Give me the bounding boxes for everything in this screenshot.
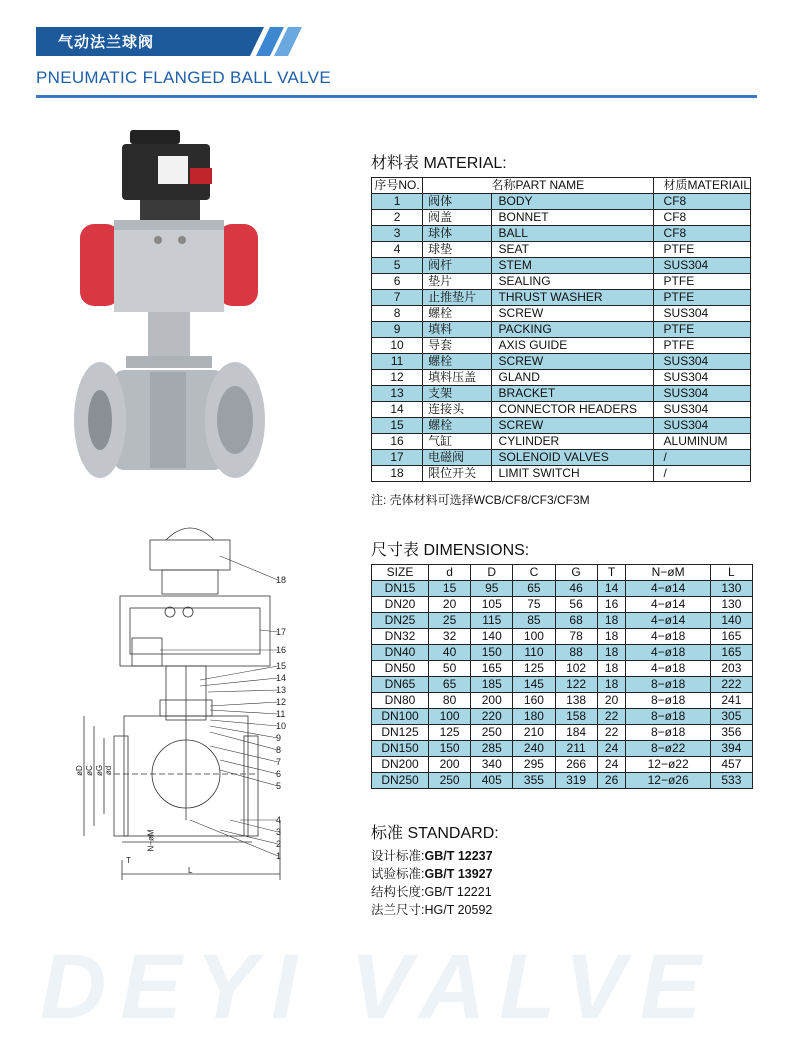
material-cell-cn-name: 支架 [423, 386, 491, 402]
material-cell-material: SUS304 [653, 418, 750, 434]
standard-line [371, 864, 493, 882]
dimensions-cell: 240 [513, 741, 555, 757]
material-cell-en-name: SOLENOID VALVES [491, 450, 653, 466]
dimensions-cell: 250 [471, 725, 513, 741]
material-cell-cn-name: 阀盖 [423, 210, 491, 226]
material-note: 注: 壳体材料可选择WCB/CF8/CF3/CF3M [371, 493, 590, 507]
dimensions-cell: 241 [710, 693, 752, 709]
material-cell-en-name: BALL [491, 226, 653, 242]
material-cell-material: PTFE [653, 242, 750, 258]
dimensions-cell: 405 [471, 773, 513, 789]
material-cell-cn-name: 球垫 [423, 242, 491, 258]
header-divider [36, 95, 757, 98]
dimensions-header-cell: L [710, 565, 752, 581]
dim-label-C: øC [84, 765, 94, 776]
dimensions-cell: 319 [555, 773, 597, 789]
material-cell-cn-name: 气缸 [423, 434, 491, 450]
dimensions-cell: 140 [471, 629, 513, 645]
dimensions-title: 尺寸表 DIMENSIONS: [371, 542, 530, 559]
material-row [372, 306, 751, 322]
material-cell-en-name: LIMIT SWITCH [491, 466, 653, 482]
material-cell-no: 17 [372, 450, 423, 466]
material-table [371, 177, 751, 482]
callout-8: 8 [276, 745, 282, 755]
material-row [372, 434, 751, 450]
dimensions-cell: 285 [471, 741, 513, 757]
material-cell-material: SUS304 [653, 370, 750, 386]
dimensions-cell: 220 [471, 709, 513, 725]
material-cell-en-name: CONNECTOR HEADERS [491, 402, 653, 418]
dimensions-cell: 4−ø18 [626, 661, 710, 677]
dimensions-row [372, 613, 753, 629]
dimensions-cell: 222 [710, 677, 752, 693]
dimensions-cell: 150 [471, 645, 513, 661]
dimensions-cell: 100 [513, 629, 555, 645]
dimensions-cell: 210 [513, 725, 555, 741]
material-row [372, 226, 751, 242]
material-row [372, 290, 751, 306]
dimensions-cell: 12−ø22 [626, 757, 710, 773]
dimensions-cell: 125 [429, 725, 471, 741]
material-row [372, 386, 751, 402]
standard-label: 法兰尺寸: [371, 903, 425, 917]
dimensions-cell: 4−ø14 [626, 597, 710, 613]
dimensions-cell: 180 [513, 709, 555, 725]
dimensions-cell: 125 [513, 661, 555, 677]
dimensions-cell: 20 [429, 597, 471, 613]
dimensions-cell: 211 [555, 741, 597, 757]
dimensions-cell: 18 [597, 661, 626, 677]
standard-value: GB/T 12221 [424, 885, 492, 899]
callout-15: 15 [276, 661, 287, 671]
dimensions-row [372, 693, 753, 709]
callout-13: 13 [276, 685, 287, 695]
dimensions-cell: DN65 [372, 677, 429, 693]
dimensions-cell: DN80 [372, 693, 429, 709]
dimensions-cell: 200 [429, 757, 471, 773]
dimensions-cell: 100 [429, 709, 471, 725]
material-cell-material: SUS304 [653, 386, 750, 402]
dimensions-cell: DN250 [372, 773, 429, 789]
watermark: DEYI VALVE [40, 936, 716, 1038]
material-cell-cn-name: 连接头 [423, 402, 491, 418]
dimensions-cell: 8−ø22 [626, 741, 710, 757]
material-cell-no: 7 [372, 290, 423, 306]
dimensions-cell: DN150 [372, 741, 429, 757]
material-cell-en-name: BONNET [491, 210, 653, 226]
material-cell-material: PTFE [653, 290, 750, 306]
material-cell-en-name: SEALING [491, 274, 653, 290]
standard-label: 结构长度: [371, 885, 425, 899]
material-row [372, 338, 751, 354]
material-row [372, 450, 751, 466]
dimensions-cell: 20 [597, 693, 626, 709]
dimensions-cell: 32 [429, 629, 471, 645]
callout-16: 16 [276, 645, 287, 655]
material-cell-en-name: SCREW [491, 418, 653, 434]
dimensions-cell: 65 [429, 677, 471, 693]
material-cell-en-name: SEAT [491, 242, 653, 258]
dim-label-G: øG [95, 764, 105, 777]
header-en-title: PNEUMATIC FLANGED BALL VALVE [36, 68, 331, 87]
dimensions-row [372, 629, 753, 645]
dimensions-cell: 160 [513, 693, 555, 709]
dimensions-cell: 110 [513, 645, 555, 661]
callout-11: 11 [276, 709, 286, 719]
valve-drawing [70, 520, 300, 890]
dimensions-cell: 65 [513, 581, 555, 597]
material-cell-cn-name: 止推垫片 [423, 290, 491, 306]
dimensions-cell: 145 [513, 677, 555, 693]
valve-photo [70, 120, 270, 500]
dimensions-row [372, 645, 753, 661]
dimensions-cell: 95 [471, 581, 513, 597]
header-cn-title: 气动法兰球阀 [58, 34, 155, 51]
dimensions-header-row [372, 565, 753, 581]
material-row [372, 418, 751, 434]
callout-5: 5 [276, 781, 282, 791]
dimensions-cell: 295 [513, 757, 555, 773]
material-cell-no: 18 [372, 466, 423, 482]
material-cell-no: 13 [372, 386, 423, 402]
dimensions-cell: DN32 [372, 629, 429, 645]
material-cell-no: 1 [372, 194, 423, 210]
standard-line [371, 846, 493, 864]
dimensions-cell: 18 [597, 629, 626, 645]
material-cell-cn-name: 螺栓 [423, 306, 491, 322]
dimensions-cell: 46 [555, 581, 597, 597]
dimensions-cell: 4−ø14 [626, 581, 710, 597]
callout-4: 4 [276, 815, 282, 825]
dimensions-cell: 78 [555, 629, 597, 645]
dimensions-cell: 150 [429, 741, 471, 757]
dim-label-D: øD [74, 765, 84, 776]
dimensions-cell: DN125 [372, 725, 429, 741]
material-cell-material: CF8 [653, 194, 750, 210]
dimensions-cell: DN25 [372, 613, 429, 629]
material-title: 材料表 MATERIAL: [371, 155, 507, 172]
callout-12: 12 [276, 697, 287, 707]
material-cell-material: SUS304 [653, 306, 750, 322]
material-cell-en-name: BRACKET [491, 386, 653, 402]
dimensions-cell: 102 [555, 661, 597, 677]
dimensions-row [372, 677, 753, 693]
dimensions-cell: 184 [555, 725, 597, 741]
material-cell-en-name: GLAND [491, 370, 653, 386]
dimensions-header-cell: SIZE [372, 565, 429, 581]
dimensions-cell: 394 [710, 741, 752, 757]
dimensions-cell: 4−ø18 [626, 645, 710, 661]
material-cell-cn-name: 阀体 [423, 194, 491, 210]
dimensions-cell: DN40 [372, 645, 429, 661]
material-cell-cn-name: 垫片 [423, 274, 491, 290]
dimensions-cell: 165 [471, 661, 513, 677]
material-cell-material: CF8 [653, 210, 750, 226]
callout-14: 14 [276, 673, 287, 683]
callout-6: 6 [276, 769, 282, 779]
material-cell-cn-name: 限位开关 [423, 466, 491, 482]
dim-label-NM: N−øM [146, 829, 156, 852]
dimensions-cell: 88 [555, 645, 597, 661]
dimensions-cell: 165 [710, 629, 752, 645]
material-cell-en-name: THRUST WASHER [491, 290, 653, 306]
material-cell-cn-name: 导套 [423, 338, 491, 354]
dimensions-header-cell: D [471, 565, 513, 581]
material-row [372, 466, 751, 482]
material-cell-en-name: PACKING [491, 322, 653, 338]
dimensions-cell: 14 [597, 581, 626, 597]
dimensions-cell: 56 [555, 597, 597, 613]
dimensions-cell: 266 [555, 757, 597, 773]
callout-9: 9 [276, 733, 282, 743]
dimensions-cell: 18 [597, 645, 626, 661]
material-cell-cn-name: 填料 [423, 322, 491, 338]
material-header-name: 名称PART NAME [423, 178, 653, 194]
material-cell-no: 11 [372, 354, 423, 370]
dimensions-cell: 50 [429, 661, 471, 677]
dimensions-cell: 355 [513, 773, 555, 789]
dimensions-row [372, 597, 753, 613]
dimensions-cell: DN100 [372, 709, 429, 725]
material-cell-no: 6 [372, 274, 423, 290]
callout-17: 17 [276, 627, 287, 637]
dimensions-cell: 8−ø18 [626, 709, 710, 725]
material-cell-material: ALUMINUM [653, 434, 750, 450]
dimensions-cell: 8−ø18 [626, 693, 710, 709]
material-cell-no: 3 [372, 226, 423, 242]
material-cell-no: 9 [372, 322, 423, 338]
material-header-material: 材质MATERIAIL [653, 178, 750, 194]
dimensions-cell: DN20 [372, 597, 429, 613]
callout-1: 1 [276, 851, 282, 861]
material-row [372, 402, 751, 418]
standard-label: 试验标准: [371, 867, 425, 881]
material-cell-material: SUS304 [653, 258, 750, 274]
material-cell-no: 14 [372, 402, 423, 418]
material-row [372, 210, 751, 226]
material-cell-cn-name: 螺栓 [423, 354, 491, 370]
dimensions-cell: 16 [597, 597, 626, 613]
standard-value: HG/T 20592 [424, 903, 493, 917]
material-cell-cn-name: 球体 [423, 226, 491, 242]
material-row [372, 354, 751, 370]
material-header-row [372, 178, 751, 194]
dimensions-cell: 305 [710, 709, 752, 725]
dimensions-cell: 340 [471, 757, 513, 773]
material-cell-material: / [653, 466, 750, 482]
dim-label-L: L [188, 866, 193, 875]
dimensions-cell: 356 [710, 725, 752, 741]
dimensions-cell: 40 [429, 645, 471, 661]
callout-7: 7 [276, 757, 282, 767]
material-cell-no: 4 [372, 242, 423, 258]
material-cell-no: 16 [372, 434, 423, 450]
dimensions-header-cell: C [513, 565, 555, 581]
dimensions-cell: 457 [710, 757, 752, 773]
material-header-no: 序号NO. [372, 178, 423, 194]
material-cell-no: 2 [372, 210, 423, 226]
standard-value: GB/T 13927 [424, 867, 493, 881]
dimensions-cell: 130 [710, 581, 752, 597]
material-cell-material: SUS304 [653, 402, 750, 418]
material-cell-cn-name: 螺栓 [423, 418, 491, 434]
dimensions-cell: 25 [429, 613, 471, 629]
dimensions-cell: 203 [710, 661, 752, 677]
dimensions-row [372, 725, 753, 741]
callout-18: 18 [276, 575, 287, 585]
dimensions-cell: 22 [597, 709, 626, 725]
standard-label: 设计标准: [371, 849, 425, 863]
dimensions-row [372, 773, 753, 789]
material-cell-en-name: CYLINDER [491, 434, 653, 450]
dimensions-cell: 4−ø14 [626, 613, 710, 629]
dimensions-header-cell: d [429, 565, 471, 581]
dimensions-row [372, 581, 753, 597]
dimensions-cell: 165 [710, 645, 752, 661]
dimensions-cell: 138 [555, 693, 597, 709]
material-cell-no: 5 [372, 258, 423, 274]
dimensions-cell: 8−ø18 [626, 725, 710, 741]
dimensions-cell: 68 [555, 613, 597, 629]
dimensions-cell: 533 [710, 773, 752, 789]
dimensions-row [372, 709, 753, 725]
material-cell-material: PTFE [653, 274, 750, 290]
dimensions-cell: 105 [471, 597, 513, 613]
callout-10: 10 [276, 721, 287, 731]
material-row [372, 322, 751, 338]
dimensions-cell: 185 [471, 677, 513, 693]
dimensions-cell: 85 [513, 613, 555, 629]
material-cell-cn-name: 电磁阀 [423, 450, 491, 466]
material-row [372, 274, 751, 290]
dimensions-cell: 4−ø18 [626, 629, 710, 645]
callout-3: 3 [276, 827, 282, 837]
dim-label-d: ød [104, 765, 114, 776]
material-row [372, 258, 751, 274]
material-cell-en-name: BODY [491, 194, 653, 210]
dimensions-cell: DN200 [372, 757, 429, 773]
dim-label-T: T [126, 856, 131, 865]
dimensions-cell: 122 [555, 677, 597, 693]
dimensions-cell: 200 [471, 693, 513, 709]
material-cell-en-name: AXIS GUIDE [491, 338, 653, 354]
dimensions-cell: 18 [597, 677, 626, 693]
callout-2: 2 [276, 839, 282, 849]
material-cell-no: 8 [372, 306, 423, 322]
standard-line [371, 882, 492, 900]
dimensions-cell: 140 [710, 613, 752, 629]
dimensions-row [372, 757, 753, 773]
standard-value: GB/T 12237 [424, 849, 493, 863]
dimensions-table [371, 564, 753, 789]
dimensions-cell: 8−ø18 [626, 677, 710, 693]
standard-line [371, 900, 492, 918]
material-cell-material: CF8 [653, 226, 750, 242]
material-cell-material: PTFE [653, 338, 750, 354]
dimensions-cell: 158 [555, 709, 597, 725]
material-row [372, 370, 751, 386]
dimensions-cell: 12−ø26 [626, 773, 710, 789]
material-cell-cn-name: 填料压盖 [423, 370, 491, 386]
dimensions-header-cell: T [597, 565, 626, 581]
dimensions-cell: 22 [597, 725, 626, 741]
material-cell-material: / [653, 450, 750, 466]
dimensions-cell: DN15 [372, 581, 429, 597]
material-cell-no: 10 [372, 338, 423, 354]
material-cell-no: 12 [372, 370, 423, 386]
dimensions-cell: 80 [429, 693, 471, 709]
dimensions-cell: DN50 [372, 661, 429, 677]
dimensions-header-cell: N−øM [626, 565, 710, 581]
dimensions-row [372, 661, 753, 677]
material-cell-en-name: SCREW [491, 354, 653, 370]
dimensions-cell: 15 [429, 581, 471, 597]
dimensions-cell: 250 [429, 773, 471, 789]
dimensions-cell: 130 [710, 597, 752, 613]
dimensions-cell: 26 [597, 773, 626, 789]
dimensions-cell: 115 [471, 613, 513, 629]
material-cell-material: SUS304 [653, 354, 750, 370]
dimensions-row [372, 741, 753, 757]
material-cell-material: PTFE [653, 322, 750, 338]
material-row [372, 242, 751, 258]
dimensions-cell: 24 [597, 741, 626, 757]
material-row [372, 194, 751, 210]
dimensions-cell: 24 [597, 757, 626, 773]
dimensions-cell: 75 [513, 597, 555, 613]
material-cell-en-name: SCREW [491, 306, 653, 322]
dimensions-cell: 18 [597, 613, 626, 629]
dimensions-header-cell: G [555, 565, 597, 581]
material-cell-cn-name: 阀杆 [423, 258, 491, 274]
material-cell-no: 15 [372, 418, 423, 434]
material-cell-en-name: STEM [491, 258, 653, 274]
standard-title: 标准 STANDARD: [371, 825, 499, 842]
